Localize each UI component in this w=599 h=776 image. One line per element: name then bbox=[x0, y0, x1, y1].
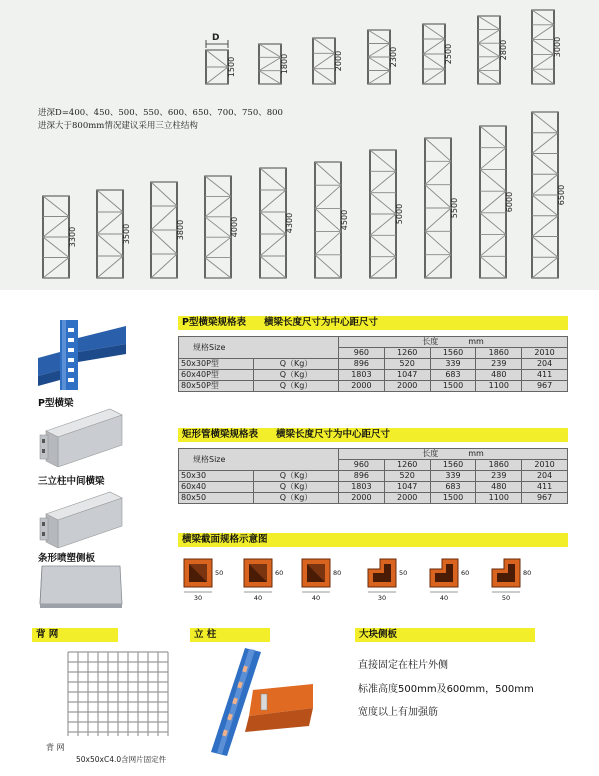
load-value-cell: 967 bbox=[522, 381, 568, 392]
load-unit-cell: Q（Kg） bbox=[254, 359, 339, 370]
length-header-cell bbox=[339, 449, 568, 460]
load-value-cell: 239 bbox=[476, 471, 522, 482]
load-unit-cell: Q（Kg） bbox=[254, 482, 339, 493]
length-unit: mm bbox=[468, 337, 484, 346]
cross-section-height: 50 bbox=[215, 569, 224, 577]
upright-frames-panel bbox=[0, 0, 599, 290]
load-value-cell: 239 bbox=[476, 359, 522, 370]
cross-section-2 bbox=[244, 559, 283, 602]
strip-panel-image bbox=[38, 488, 126, 548]
cross-section-height: 60 bbox=[275, 569, 284, 577]
top-frame-1-height-label: 1500 bbox=[227, 56, 236, 78]
cross-section-height: 80 bbox=[523, 569, 532, 577]
bottom-frame-6-height-label: 4500 bbox=[340, 209, 349, 231]
load-value-cell: 967 bbox=[522, 493, 568, 504]
cross-section-height: 80 bbox=[333, 569, 342, 577]
length-header-cell bbox=[339, 337, 568, 348]
load-value-cell: 1803 bbox=[339, 370, 385, 381]
mesh-header-text: 背 网 bbox=[36, 629, 59, 640]
load-value-cell: 896 bbox=[339, 471, 385, 482]
load-value-cell: 2000 bbox=[339, 493, 385, 504]
strip-panel-label: 条形喷塑侧板 bbox=[38, 553, 96, 564]
load-value-cell: 520 bbox=[384, 471, 430, 482]
depth-symbol: D bbox=[212, 33, 220, 43]
mesh-header bbox=[32, 628, 118, 642]
spec-header-cell bbox=[179, 337, 339, 359]
top-frame-4 bbox=[368, 30, 398, 84]
cross-section-6 bbox=[492, 559, 531, 602]
load-unit-cell: Q（Kg） bbox=[254, 493, 339, 504]
bottom-frame-8-height-label: 5500 bbox=[450, 197, 459, 219]
p-length-1860: 1860 bbox=[476, 348, 522, 359]
bottom-frame-1 bbox=[43, 196, 77, 278]
load-value-cell: 480 bbox=[476, 370, 522, 381]
mesh-caption: 背 网 bbox=[46, 743, 65, 752]
p-beam-label: P型横梁 bbox=[38, 398, 74, 409]
top-frame-4-height-label: 2300 bbox=[389, 46, 398, 68]
top-frame-7 bbox=[532, 10, 562, 84]
p-beam-table-header bbox=[178, 316, 568, 330]
r-length-960: 960 bbox=[339, 460, 385, 471]
bottom-frame-7-height-label: 5000 bbox=[395, 203, 404, 225]
column-image bbox=[205, 646, 315, 758]
bottom-frame-8 bbox=[425, 138, 459, 278]
table-row bbox=[179, 482, 568, 493]
p-beam-table-subtitle: 横梁长度尺寸为中心距尺寸 bbox=[263, 317, 378, 328]
cross-section-1 bbox=[184, 559, 223, 602]
top-frame-5-height-label: 2500 bbox=[444, 43, 453, 65]
cross-section-width: 40 bbox=[253, 594, 263, 602]
bottom-frame-3-height-label: 3800 bbox=[176, 219, 185, 241]
load-value-cell: 896 bbox=[339, 359, 385, 370]
load-unit-cell: Q（Kg） bbox=[254, 370, 339, 381]
p-beam-image bbox=[38, 318, 126, 390]
p-length-1560: 1560 bbox=[430, 348, 476, 359]
mesh-spec: 50x50xC4.0含网片固定件 bbox=[76, 755, 167, 764]
cross-section-drawing bbox=[178, 553, 538, 615]
spec-cell: 60x40 bbox=[179, 482, 254, 493]
bottom-frame-9 bbox=[480, 126, 514, 278]
big-panel-header-text: 大块侧板 bbox=[359, 629, 398, 640]
p-length-1260: 1260 bbox=[384, 348, 430, 359]
cross-section-3 bbox=[302, 559, 341, 602]
rect-beam-table-title: 矩形管横梁规格表 bbox=[182, 429, 259, 440]
cross-section-width: 30 bbox=[193, 594, 203, 602]
cross-section-width: 40 bbox=[439, 594, 449, 602]
big-panel-line1: 直接固定在柱片外侧 bbox=[358, 660, 448, 671]
big-panel-line3: 宽度以上有加强筋 bbox=[358, 707, 438, 718]
bottom-frame-7 bbox=[370, 150, 404, 278]
bottom-frame-1-height-label: 3300 bbox=[68, 226, 77, 248]
cross-section-5 bbox=[430, 559, 469, 602]
bottom-frame-10-height-label: 6500 bbox=[557, 184, 566, 206]
cross-section-title: 横梁截面规格示意图 bbox=[182, 534, 268, 545]
spec-header: 规格Size bbox=[193, 342, 226, 352]
load-value-cell: 1500 bbox=[430, 493, 476, 504]
cross-section-header bbox=[178, 533, 568, 547]
big-panel-line2: 标准高度500mm及600mm，500mm bbox=[358, 684, 534, 695]
column-header bbox=[190, 628, 270, 642]
spec-header-cell bbox=[179, 449, 339, 471]
bottom-frame-10 bbox=[532, 112, 566, 278]
bottom-frame-6 bbox=[315, 162, 349, 278]
r-length-1260: 1260 bbox=[384, 460, 430, 471]
load-value-cell: 411 bbox=[522, 370, 568, 381]
p-beam-spec-table bbox=[178, 336, 568, 392]
spec-header: 规格Size bbox=[193, 454, 226, 464]
side-panel-image bbox=[38, 564, 124, 608]
cross-section-width: 50 bbox=[501, 594, 511, 602]
load-value-cell: 1803 bbox=[339, 482, 385, 493]
rect-beam-table-header bbox=[178, 428, 568, 442]
bottom-frame-2 bbox=[97, 190, 131, 278]
load-value-cell: 339 bbox=[430, 471, 476, 482]
bottom-frame-4-height-label: 4000 bbox=[230, 216, 239, 238]
top-frame-3-height-label: 2000 bbox=[334, 50, 343, 72]
load-value-cell: 683 bbox=[430, 482, 476, 493]
load-value-cell: 683 bbox=[430, 370, 476, 381]
bottom-frame-2-height-label: 3500 bbox=[122, 223, 131, 245]
table-row bbox=[179, 493, 568, 504]
table-row bbox=[179, 381, 568, 392]
top-frame-2-height-label: 1800 bbox=[280, 53, 289, 75]
cross-section-height: 50 bbox=[399, 569, 408, 577]
p-length-960: 960 bbox=[339, 348, 385, 359]
top-frame-5 bbox=[423, 24, 453, 84]
load-value-cell: 1100 bbox=[476, 493, 522, 504]
bottom-frame-9-height-label: 6000 bbox=[505, 191, 514, 213]
load-value-cell: 520 bbox=[384, 359, 430, 370]
load-unit-cell: Q（Kg） bbox=[254, 381, 339, 392]
load-value-cell: 1047 bbox=[384, 370, 430, 381]
bottom-frame-4 bbox=[205, 176, 239, 278]
rect-beam-table-subtitle: 横梁长度尺寸为中心距尺寸 bbox=[276, 429, 391, 440]
table-row bbox=[179, 359, 568, 370]
cross-section-width: 30 bbox=[377, 594, 387, 602]
spec-cell: 50x30 bbox=[179, 471, 254, 482]
top-frame-2 bbox=[259, 44, 289, 84]
three-column-beam-label: 三立柱中间横梁 bbox=[38, 476, 105, 487]
upright-frames-drawing bbox=[0, 0, 599, 290]
p-beam-table-title: P型横梁规格表 bbox=[182, 317, 246, 328]
load-value-cell: 1100 bbox=[476, 381, 522, 392]
load-value-cell: 1047 bbox=[384, 482, 430, 493]
bottom-frame-5 bbox=[260, 168, 294, 278]
three-column-beam-image bbox=[38, 405, 126, 467]
load-value-cell: 411 bbox=[522, 482, 568, 493]
cross-section-4 bbox=[368, 559, 407, 602]
rect-beam-spec-table bbox=[178, 448, 568, 504]
spec-cell: 50x30P型 bbox=[179, 359, 254, 370]
r-length-1860: 1860 bbox=[476, 460, 522, 471]
top-frame-3 bbox=[313, 38, 343, 84]
table-row bbox=[179, 370, 568, 381]
spec-cell: 60x40P型 bbox=[179, 370, 254, 381]
r-length-2010: 2010 bbox=[522, 460, 568, 471]
r-length-1560: 1560 bbox=[430, 460, 476, 471]
depth-note: 进深D=400、450、500、550、600、650、700、750、800 bbox=[38, 108, 283, 118]
table-row bbox=[179, 471, 568, 482]
top-frame-7-height-label: 3000 bbox=[553, 36, 562, 58]
length-unit: mm bbox=[468, 449, 484, 458]
cross-section-width: 40 bbox=[311, 594, 321, 602]
load-value-cell: 339 bbox=[430, 359, 476, 370]
depth-advice: 进深大于800mm情况建议采用三立柱结构 bbox=[38, 121, 198, 131]
bottom-frame-5-height-label: 4300 bbox=[285, 212, 294, 234]
load-value-cell: 204 bbox=[522, 359, 568, 370]
length-header: 长度 bbox=[422, 337, 439, 346]
spec-cell: 80x50 bbox=[179, 493, 254, 504]
load-value-cell: 1500 bbox=[430, 381, 476, 392]
load-value-cell: 2000 bbox=[339, 381, 385, 392]
load-value-cell: 204 bbox=[522, 471, 568, 482]
load-value-cell: 2000 bbox=[384, 493, 430, 504]
length-header: 长度 bbox=[422, 449, 439, 458]
top-frame-6 bbox=[478, 16, 508, 84]
spec-cell: 80x50P型 bbox=[179, 381, 254, 392]
back-mesh-image bbox=[62, 648, 174, 740]
big-panel-header bbox=[355, 628, 535, 642]
p-length-2010: 2010 bbox=[522, 348, 568, 359]
column-header-text: 立 柱 bbox=[194, 629, 217, 640]
bottom-frame-3 bbox=[151, 182, 185, 278]
top-frame-1 bbox=[206, 50, 236, 84]
load-unit-cell: Q（Kg） bbox=[254, 471, 339, 482]
load-value-cell: 2000 bbox=[384, 381, 430, 392]
load-value-cell: 480 bbox=[476, 482, 522, 493]
cross-section-height: 60 bbox=[461, 569, 470, 577]
top-frame-6-height-label: 2800 bbox=[499, 39, 508, 61]
